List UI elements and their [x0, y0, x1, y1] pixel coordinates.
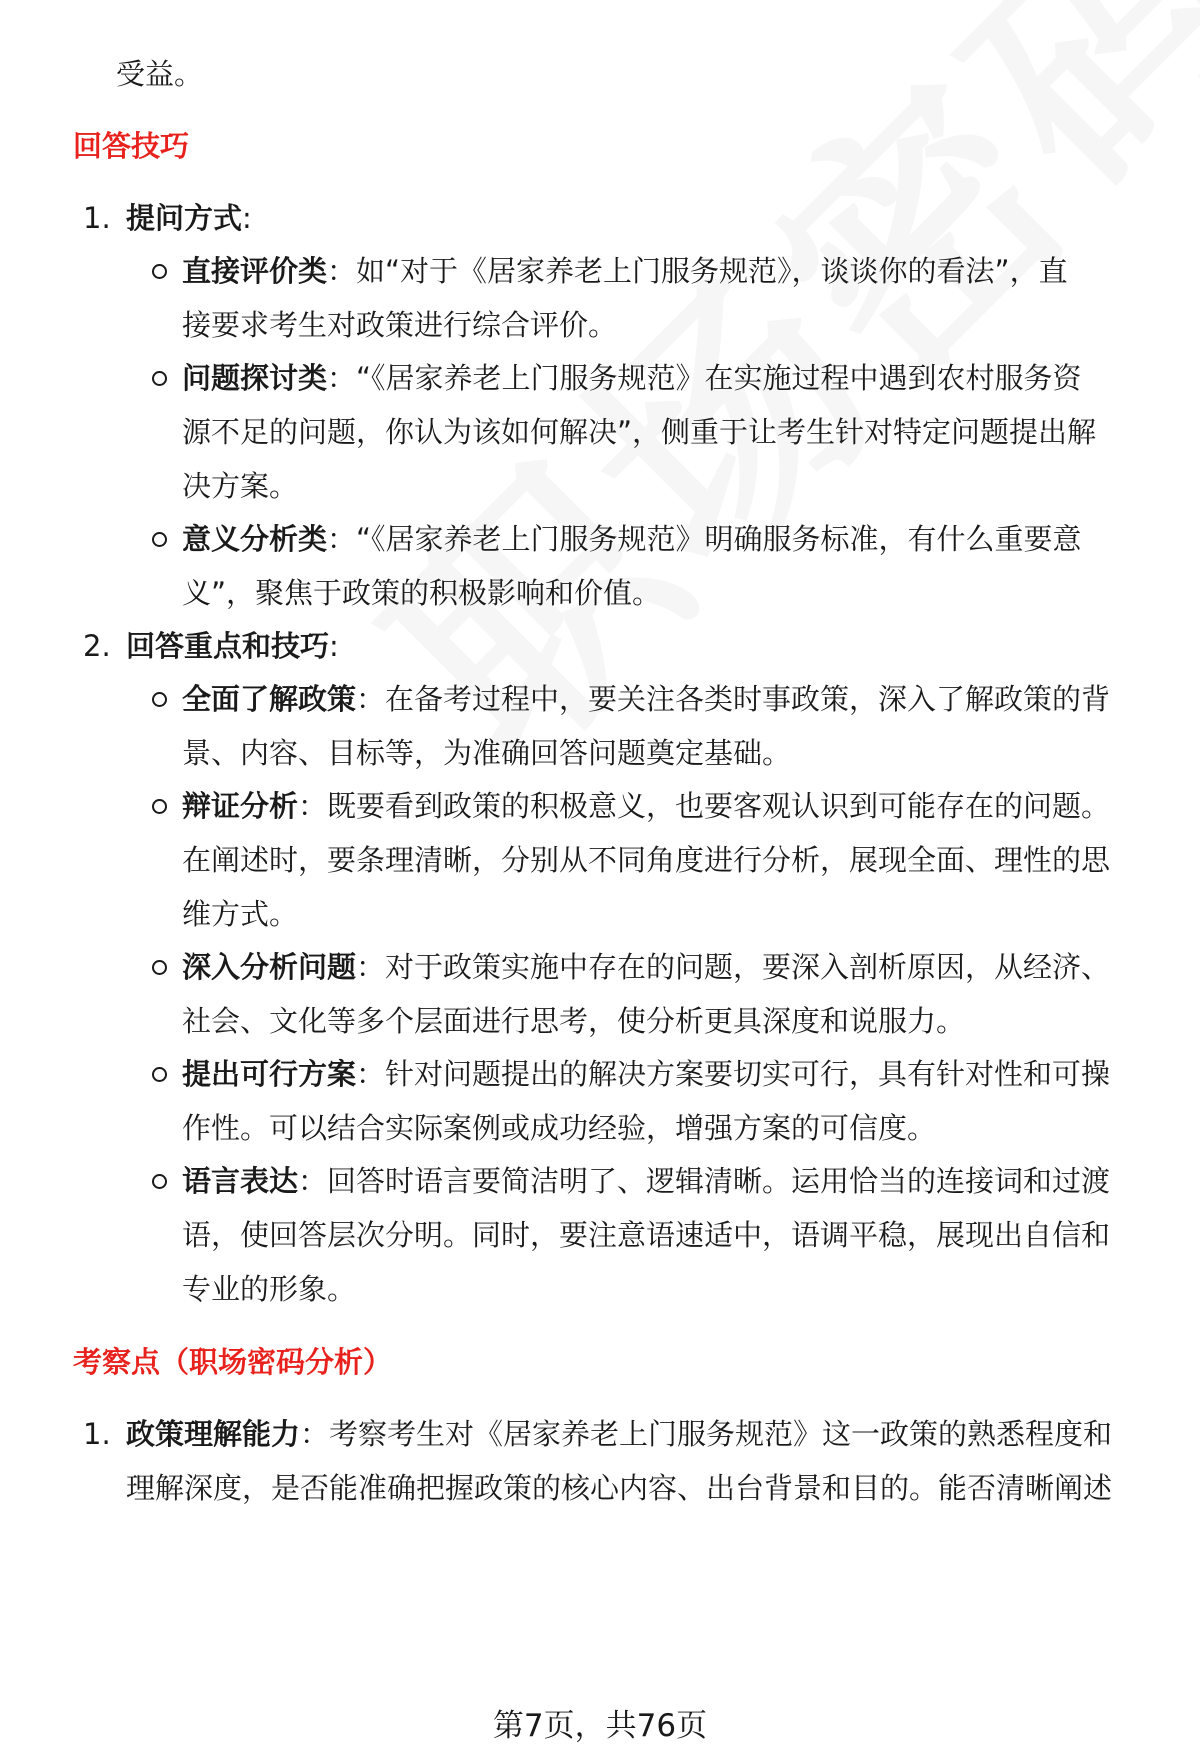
sub-item-line: 语言表达：回答时语言要简洁明了、逻辑清晰。运用恰当的连接词和过渡	[182, 1164, 1111, 1198]
item-line: 理解深度，是否能准确把握政策的核心内容、出台背景和目的。能否清晰阐述	[126, 1471, 1113, 1505]
bullet-icon	[152, 371, 167, 386]
sub-item-line: 直接评价类：如“对于《居家养老上门服务规范》，谈谈你的看法”，直	[182, 254, 1068, 288]
sub-item-line: 决方案。	[182, 469, 299, 503]
section-title-assessment: 考察点（职场密码分析）	[73, 1345, 393, 1379]
sub-item-line: 提出可行方案：针对问题提出的解决方案要切实可行，具有针对性和可操	[182, 1057, 1111, 1091]
sub-item-line: 专业的形象。	[182, 1272, 357, 1306]
sub-item-line: 深入分析问题：对于政策实施中存在的问题，要深入剖析原因，从经济、	[182, 950, 1111, 984]
section-title-tips: 回答技巧	[73, 129, 190, 163]
bullet-icon	[152, 1174, 167, 1189]
bullet-icon	[152, 960, 167, 975]
bullet-icon	[152, 799, 167, 814]
item-number: 1.	[83, 1417, 111, 1451]
sub-item-line: 景、内容、目标等，为准确回答问题奠定基础。	[182, 736, 792, 770]
page-footer: 第7页，共76页	[492, 1708, 708, 1744]
sub-item-line: 问题探讨类：“《居家养老上门服务规范》在实施过程中遇到农村服务资	[182, 361, 1082, 395]
sub-item-line: 维方式。	[182, 897, 299, 931]
sub-item-line: 辩证分析：既要看到政策的积极意义，也要客观认识到可能存在的问题。	[182, 789, 1111, 823]
sub-item-line: 全面了解政策：在备考过程中，要关注各类时事政策，深入了解政策的背	[182, 682, 1111, 716]
sub-item-line: 作性。可以结合实际案例或成功经验，增强方案的可信度。	[182, 1111, 937, 1145]
sub-item-line: 在阐述时，要条理清晰，分别从不同角度进行分析，展现全面、理性的思	[182, 843, 1111, 877]
sub-item-line: 语，使回答层次分明。同时，要注意语速适中，语调平稳，展现出自信和	[182, 1218, 1111, 1252]
sub-item-line: 社会、文化等多个层面进行思考，使分析更具深度和说服力。	[182, 1004, 966, 1038]
bullet-icon	[152, 1067, 167, 1082]
bullet-icon	[152, 264, 167, 279]
bullet-icon	[152, 532, 167, 547]
item-policy-understanding: 政策理解能力：考察考生对《居家养老上门服务规范》这一政策的熟悉程度和	[126, 1417, 1113, 1451]
item-heading-question-types: 提问方式:	[126, 201, 252, 235]
item-number: 2.	[83, 629, 111, 663]
item-heading-answer-tips: 回答重点和技巧:	[126, 629, 339, 663]
sub-item-line: 意义分析类：“《居家养老上门服务规范》明确服务标准，有什么重要意	[182, 522, 1082, 556]
sub-item-line: 源不足的问题，你认为该如何解决”，侧重于让考生针对特定问题提出解	[182, 415, 1097, 449]
bullet-icon	[152, 692, 167, 707]
item-number: 1.	[83, 201, 111, 235]
intro-tail: 受益。	[116, 57, 204, 91]
sub-item-line: 接要求考生对政策进行综合评价。	[182, 308, 618, 342]
sub-item-line: 义”，聚焦于政策的积极影响和价值。	[182, 576, 662, 610]
